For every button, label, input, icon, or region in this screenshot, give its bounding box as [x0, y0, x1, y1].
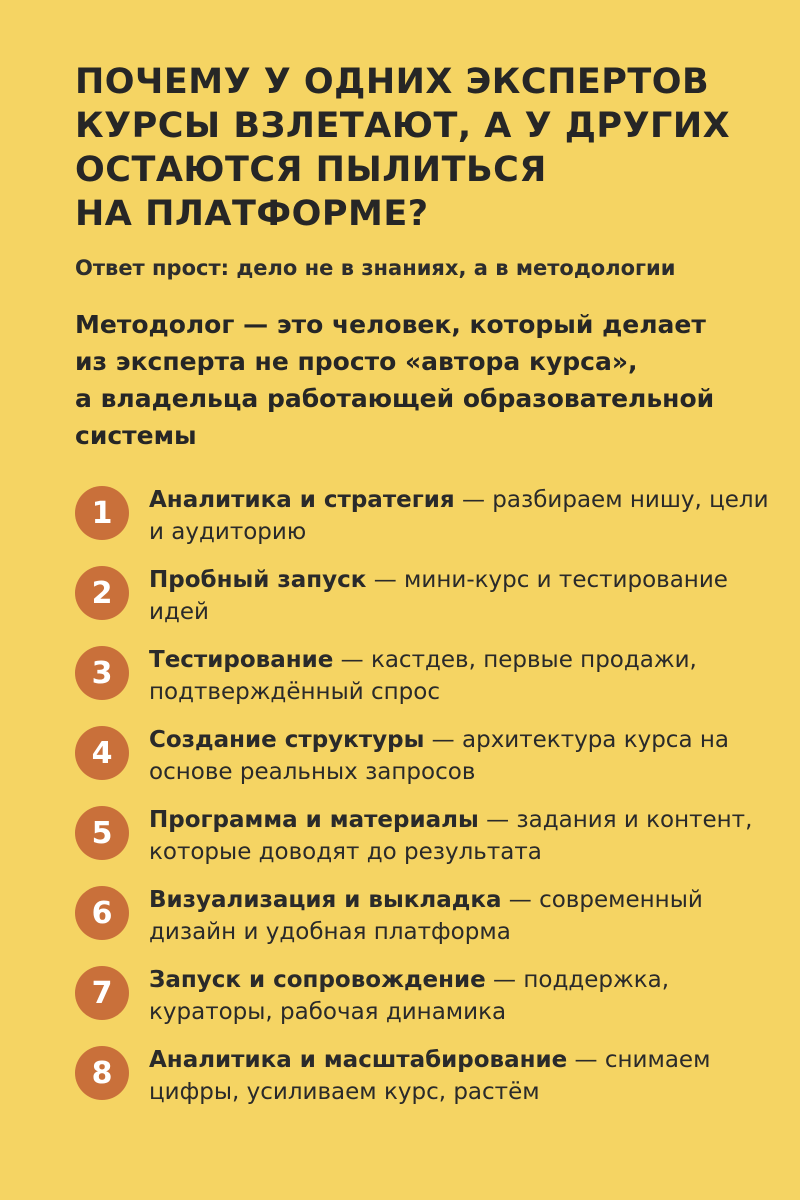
- step-item: [75, 644, 775, 724]
- step-text: [149, 1044, 775, 1108]
- step-text: [149, 964, 775, 1028]
- step-text: [149, 884, 775, 948]
- step-text: [149, 724, 775, 788]
- step-title: Пробный запуск: [149, 567, 367, 593]
- step-text: [149, 804, 775, 868]
- step-number-badge: 8: [75, 1046, 129, 1100]
- step-description: — мини-курс и тестирование идей: [149, 567, 728, 625]
- step-title: Аналитика и масштабирование: [149, 1047, 568, 1073]
- step-description: — задания и контент, которые доводят до результата: [149, 807, 753, 865]
- step-description: — поддержка, кураторы, рабочая динамика: [149, 967, 670, 1025]
- step-item: [75, 884, 775, 964]
- step-item: [75, 484, 775, 564]
- step-number-badge: 2: [75, 566, 129, 620]
- steps-list: [75, 484, 775, 1124]
- step-item: [75, 964, 775, 1044]
- step-number-badge: 1: [75, 486, 129, 540]
- step-title: Тестирование: [149, 647, 334, 673]
- page-title: ПОЧЕМУ У ОДНИХ ЭКСПЕРТОВ КУРСЫ ВЗЛЕТАЮТ, А У ДРУГИХ ОСТАЮТСЯ ПЫЛИТЬСЯ НА ПЛАТФОРМЕ?: [75, 62, 731, 234]
- poster: [75, 60, 775, 1124]
- step-description: — кастдев, первые продажи, подтверждённый спрос: [149, 647, 697, 705]
- step-number-badge: 4: [75, 726, 129, 780]
- step-text: [149, 564, 775, 628]
- step-description: — разбираем нишу, цели и аудиторию: [149, 487, 769, 545]
- step-item: [75, 564, 775, 644]
- step-text: [149, 484, 775, 548]
- page-subtitle: Ответ прост: дело не в знаниях, а в методологии: [75, 256, 676, 280]
- step-title: Программа и материалы: [149, 807, 479, 833]
- step-description: — снимаем цифры, усиливаем курс, растём: [149, 1047, 711, 1105]
- step-number-badge: 7: [75, 966, 129, 1020]
- step-description: — архитектура курса на основе реальных запросов: [149, 727, 729, 785]
- step-item: [75, 1044, 775, 1124]
- step-title: Создание структуры: [149, 727, 425, 753]
- step-description: — современный дизайн и удобная платформа: [149, 887, 703, 945]
- step-item: [75, 724, 775, 804]
- step-number-badge: 5: [75, 806, 129, 860]
- step-number-badge: 3: [75, 646, 129, 700]
- step-item: [75, 804, 775, 884]
- step-title: Запуск и сопровождение: [149, 967, 486, 993]
- step-title: Аналитика и стратегия: [149, 487, 455, 513]
- step-text: [149, 644, 775, 708]
- step-number-badge: 6: [75, 886, 129, 940]
- step-title: Визуализация и выкладка: [149, 887, 502, 913]
- lead-paragraph: Методолог — это человек, который делает из эксперта не просто «автора курса», а владельца работающей образовательной системы: [75, 310, 715, 450]
